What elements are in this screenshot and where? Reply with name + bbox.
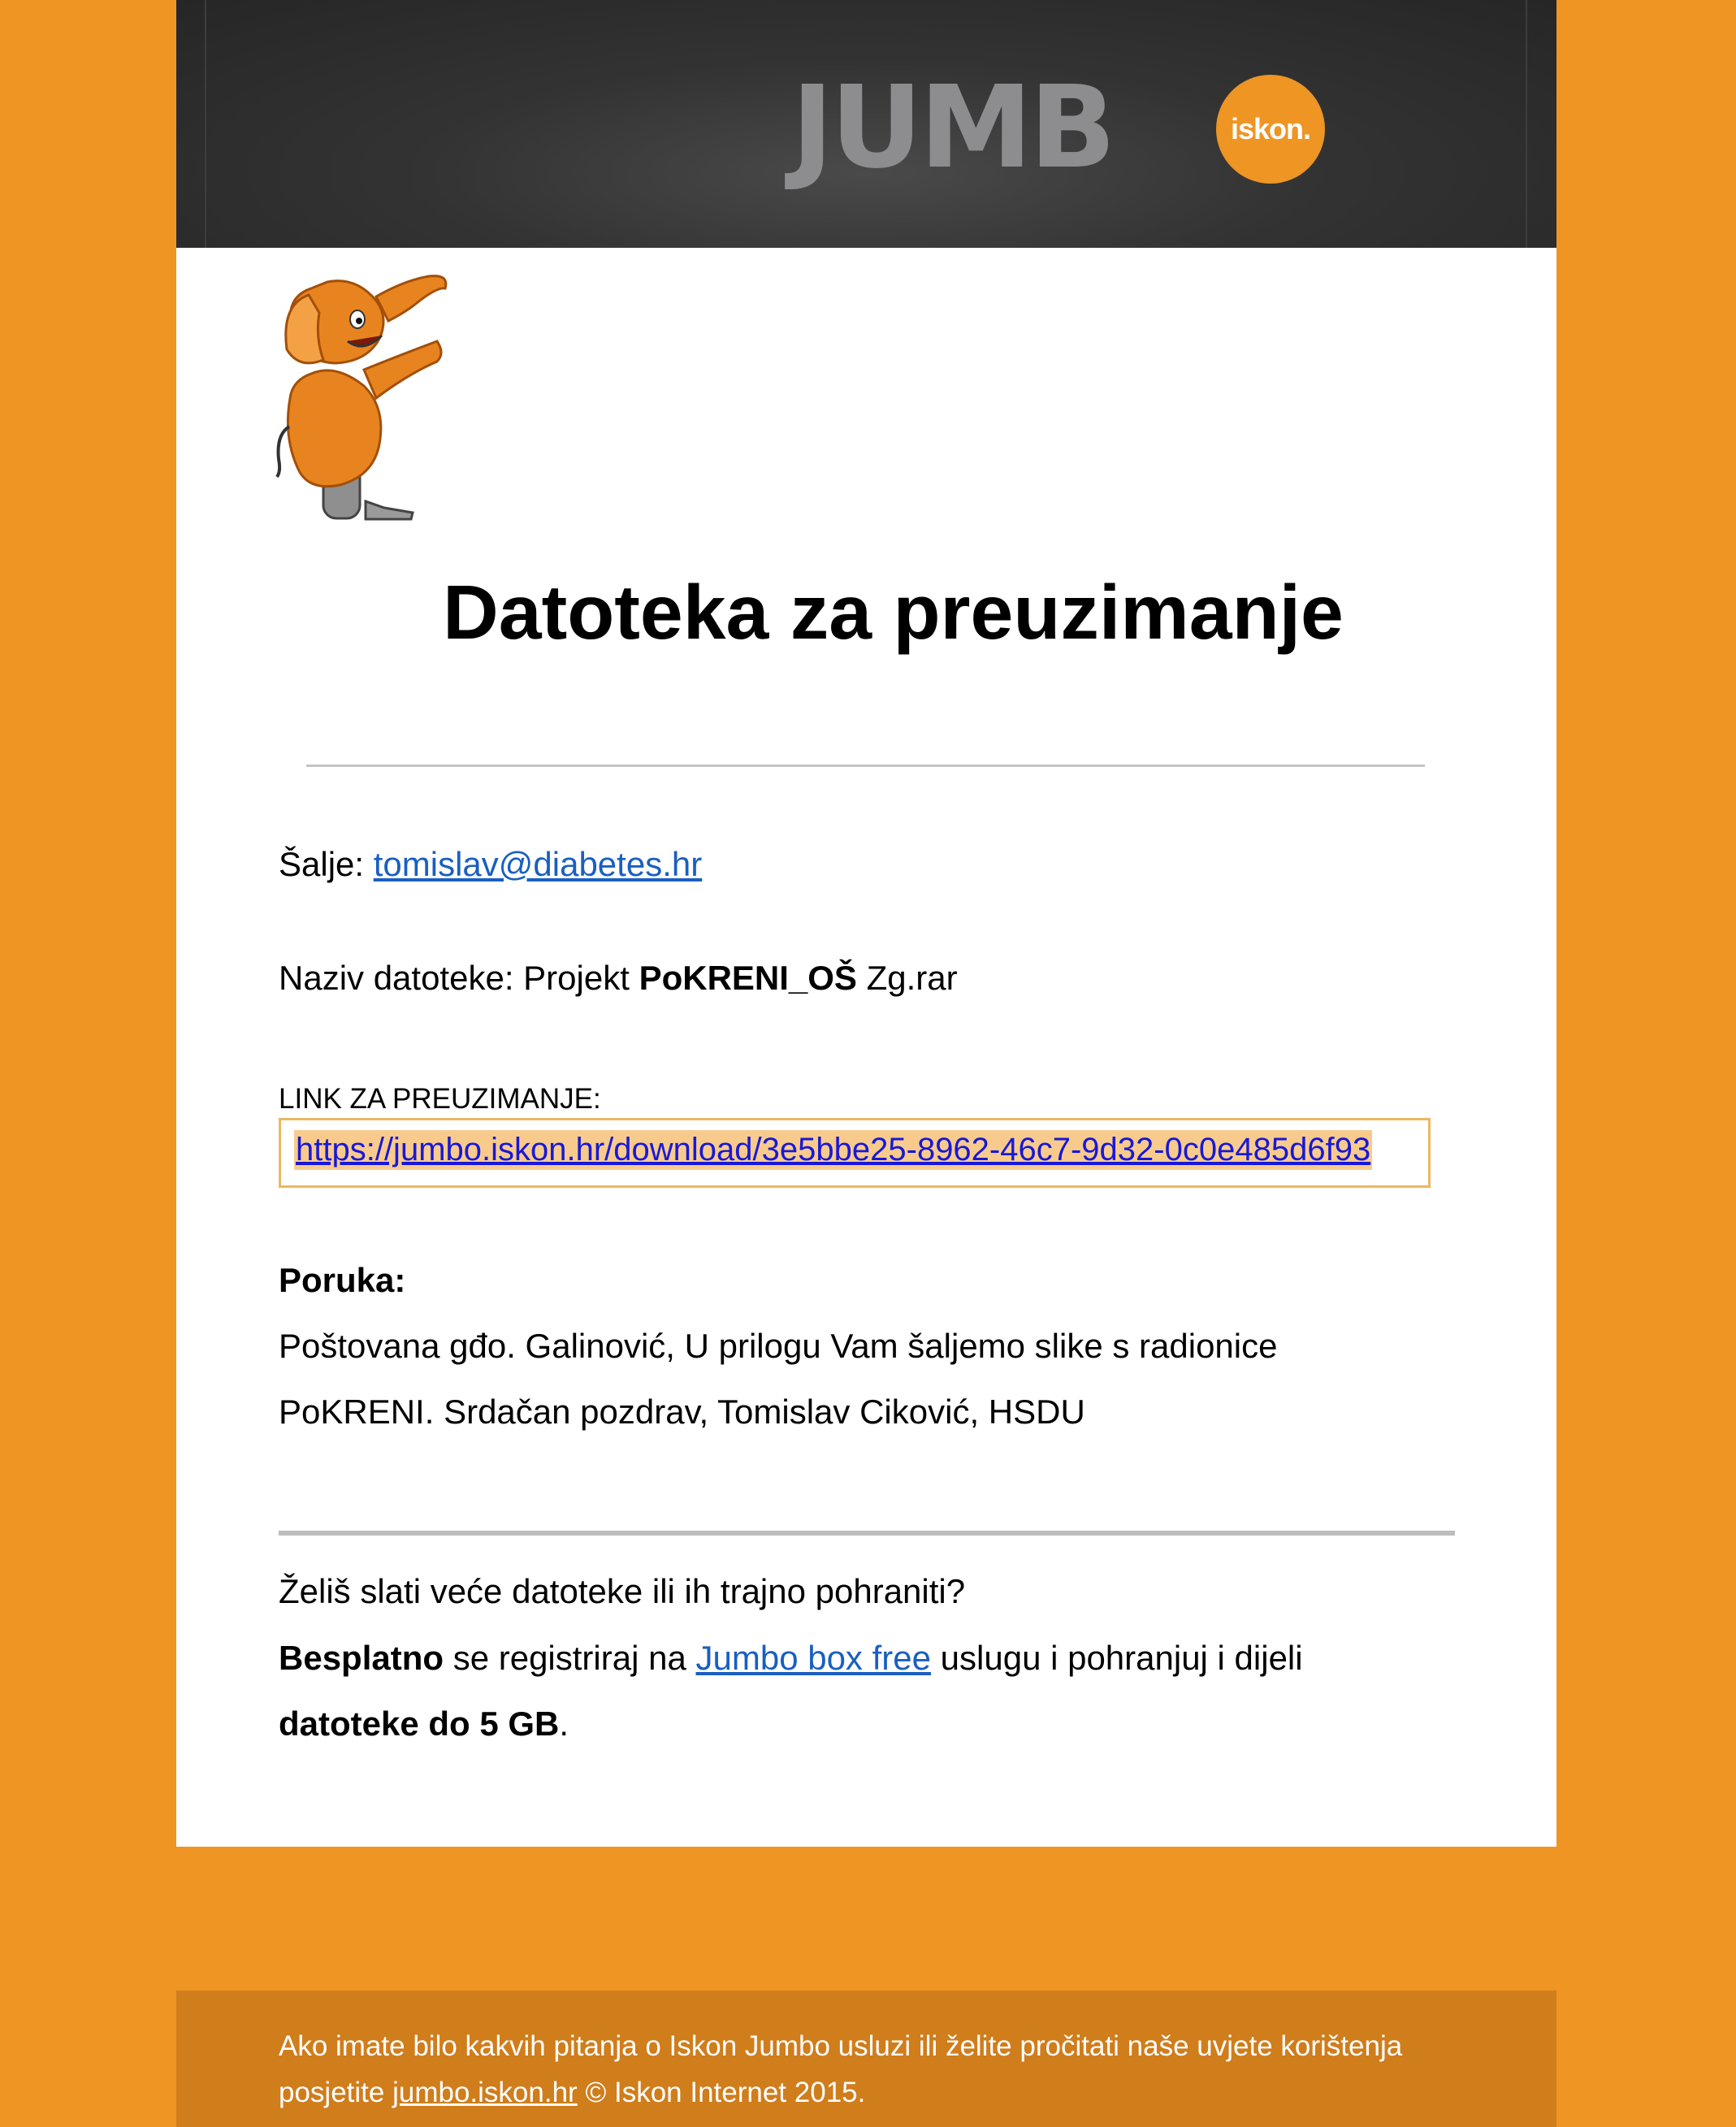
divider: [279, 1531, 1455, 1536]
footer-visit-text: posjetite: [279, 2077, 385, 2108]
header-banner: [176, 0, 1556, 248]
message-line-1: Poštovana gđo. Galinović, U prilogu Vam šaljemo slike s radionice: [279, 1327, 1278, 1365]
page-title: Datoteka za preuzimanje: [443, 570, 1344, 656]
filename-suffix: Zg.rar: [866, 959, 958, 997]
footer-text: [279, 2023, 1497, 2116]
jumbo-box-free-link[interactable]: Jumbo box free: [695, 1639, 931, 1677]
filename-label: Naziv datoteke:: [279, 959, 514, 997]
promo-register-text: se registriraj na: [452, 1639, 686, 1677]
download-link-box: [279, 1118, 1431, 1188]
footer-line-1: Ako imate bilo kakvih pitanja o Iskon Jumbo usluzi ili želite pročitati naše uvjete korištenja: [279, 2030, 1403, 2062]
iskon-logo-label: iskon.: [1230, 112, 1311, 145]
promo-question: Želiš slati veće datoteke ili ih trajno pohraniti?: [279, 1572, 966, 1610]
promo-service-text: uslugu i pohranjuj i dijeli: [940, 1639, 1303, 1677]
download-label: LINK ZA PREUZIMANJE:: [279, 1083, 601, 1115]
promo-period: .: [559, 1705, 569, 1743]
jumbo-logo-text: JUMB: [791, 62, 1113, 194]
message-line-2: PoKRENI. Srdačan pozdrav, Tomislav Ciković, HSDU: [279, 1393, 1085, 1431]
footer-copyright: © Iskon Internet 2015.: [585, 2077, 866, 2108]
sender-email-link[interactable]: tomislav@diabetes.hr: [373, 845, 703, 883]
promo-line: [279, 1639, 1303, 1678]
footer: [176, 1991, 1556, 2127]
promo-size-line: [279, 1705, 569, 1744]
promo-bold-free: Besplatno: [279, 1639, 444, 1677]
footer-jumbo-link[interactable]: jumbo.iskon.hr: [392, 2077, 578, 2108]
sender-row: [279, 845, 702, 884]
iskon-logo-badge: [1216, 75, 1325, 184]
filename-prefix: Projekt: [523, 959, 630, 997]
footer-line-2: [279, 2069, 1497, 2116]
message-label: Poruka:: [279, 1261, 406, 1299]
filename-row: [279, 959, 958, 998]
promo-bold-size: datoteke do 5 GB: [279, 1705, 560, 1743]
divider: [306, 765, 1425, 767]
download-link[interactable]: https://jumbo.iskon.hr/download/3e5bbe25-8962-46c7-9d32-0c0e485d6f93: [294, 1130, 1372, 1170]
elephant-mascot-icon: [275, 272, 453, 521]
sender-label: Šalje:: [279, 845, 365, 883]
filename-bold: PoKRENI_OŠ: [639, 959, 857, 997]
